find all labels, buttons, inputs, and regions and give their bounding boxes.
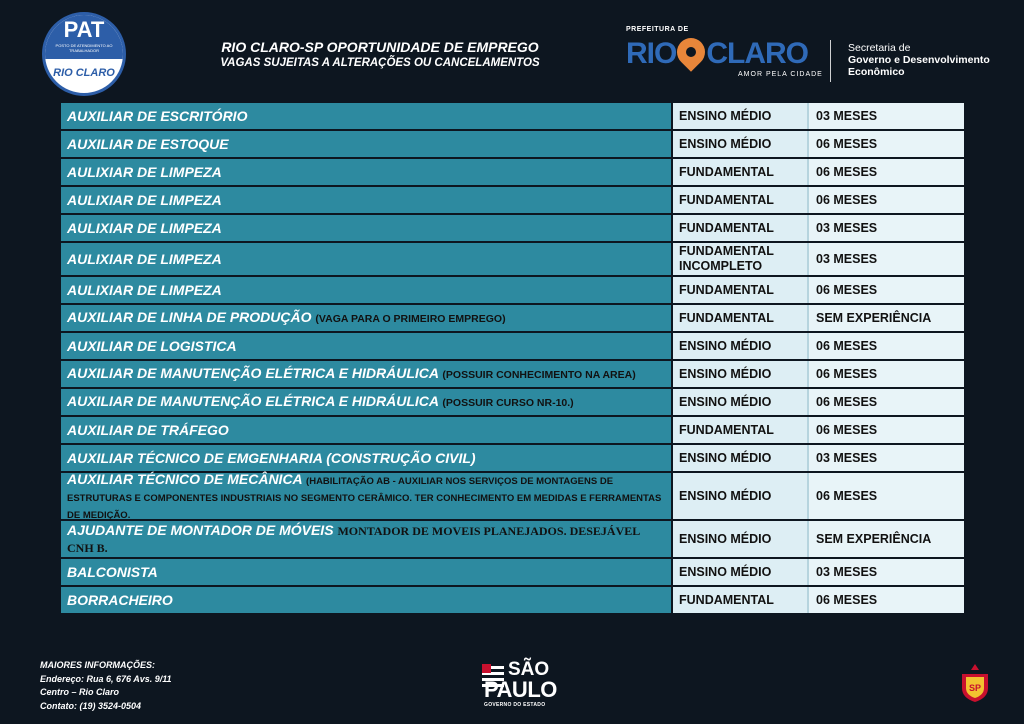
job-title-cell (61, 277, 673, 303)
experience-cell: 06 MESES (809, 417, 964, 443)
prefeitura-label: PREFEITURA DE (626, 26, 689, 33)
education-cell: ENSINO MÉDIO (673, 445, 809, 471)
job-title-cell (61, 470, 673, 521)
rio-claro-logo (626, 26, 826, 86)
job-title (67, 393, 574, 411)
experience-cell: 06 MESES (809, 187, 964, 213)
table-row (61, 333, 964, 361)
education-cell: FUNDAMENTAL (673, 587, 809, 613)
contact-phone: Contato: (19) 3524-0504 (40, 700, 142, 711)
experience-cell: 03 MESES (809, 103, 964, 129)
job-title: BORRACHEIRO (67, 592, 173, 608)
job-title-text: AUXILIAR DE MANUTENÇÃO ELÉTRICA E HIDRÁULICA (67, 365, 439, 381)
page-title: RIO CLARO-SP OPORTUNIDADE DE EMPREGO (221, 39, 539, 55)
education-cell: ENSINO MÉDIO (673, 131, 809, 157)
job-title (67, 522, 665, 556)
job-title (67, 471, 665, 522)
job-title (67, 309, 506, 327)
education-cell: FUNDAMENTAL (673, 187, 809, 213)
coat-text: SP (968, 683, 982, 693)
job-title: AULIXIAR DE LIMPEZA (67, 220, 222, 236)
experience-cell: SEM EXPERIÊNCIA (809, 521, 964, 557)
contact-heading: MAIORES INFORMAÇÕES: (40, 660, 156, 670)
job-note: (POSSUIR CURSO NR-10.) (442, 397, 574, 409)
contact-location: Centro – Rio Claro (40, 687, 120, 697)
table-row (61, 103, 964, 131)
sp-logo-line3: GOVERNO DO ESTADO (484, 702, 546, 708)
job-title: AUXILIAR DE TRÁFEGO (67, 422, 229, 438)
table-row (61, 243, 964, 277)
job-title: AULIXIAR DE LIMPEZA (67, 164, 222, 180)
job-title-text: AUXILIAR TÉCNICO DE MECÂNICA (67, 470, 303, 487)
job-title: AULIXIAR DE LIMPEZA (67, 192, 222, 208)
job-title-cell (61, 243, 673, 275)
job-title: AUXILIAR DE ESTOQUE (67, 136, 229, 152)
table-row (61, 361, 964, 389)
rio-claro-wordmark (626, 36, 808, 72)
job-title-cell (61, 131, 673, 157)
job-title: BALCONISTA (67, 564, 158, 580)
table-row (61, 131, 964, 159)
coat-of-arms-icon (956, 662, 994, 704)
pat-logo (42, 12, 126, 96)
rio-word: RIO (626, 37, 677, 70)
education-cell: FUNDAMENTAL (673, 215, 809, 241)
city-slogan: AMOR PELA CIDADE (738, 71, 823, 78)
table-row (61, 389, 964, 417)
experience-cell: 06 MESES (809, 361, 964, 387)
job-title-cell (61, 159, 673, 185)
education-cell: ENSINO MÉDIO (673, 473, 809, 519)
contact-info (40, 659, 172, 713)
claro-word: CLARO (706, 37, 808, 70)
pat-logo-subtitle: POSTO DE ATENDIMENTO AO TRABALHADOR (55, 43, 113, 53)
job-title-cell (61, 305, 673, 331)
job-title-text: AUXILIAR DE LINHA DE PRODUÇÃO (67, 309, 312, 325)
pat-logo-title: PAT (63, 17, 105, 42)
education-cell: FUNDAMENTAL INCOMPLETO (673, 243, 809, 275)
table-row (61, 470, 964, 521)
education-cell: FUNDAMENTAL (673, 277, 809, 303)
job-title-text: AUXILIAR DE MANUTENÇÃO ELÉTRICA E HIDRÁULICA (67, 393, 439, 409)
job-title: AUXILIAR DE LOGISTICA (67, 338, 237, 354)
job-title: AULIXIAR DE LIMPEZA (67, 282, 222, 298)
experience-cell: 06 MESES (809, 159, 964, 185)
job-title-cell (61, 521, 673, 557)
table-row (61, 277, 964, 305)
education-cell: FUNDAMENTAL (673, 417, 809, 443)
experience-cell: 06 MESES (809, 389, 964, 415)
table-row (61, 417, 964, 445)
job-title-cell (61, 559, 673, 585)
experience-cell: 03 MESES (809, 215, 964, 241)
education-cell: ENSINO MÉDIO (673, 333, 809, 359)
sp-logo-line2: PAULO (484, 677, 557, 702)
job-title-text: AJUDANTE DE MONTADOR DE MÓVEIS (67, 522, 334, 538)
logo-divider (830, 40, 831, 82)
table-row (61, 559, 964, 587)
experience-cell: 06 MESES (809, 587, 964, 613)
table-row (61, 159, 964, 187)
job-title-cell (61, 445, 673, 471)
job-note: (VAGA PARA O PRIMEIRO EMPREGO) (315, 313, 506, 325)
table-row (61, 305, 964, 333)
pat-logo-city: RIO CLARO (53, 67, 115, 79)
contact-address: Endereço: Rua 6, 676 Avs. 9/11 (40, 673, 172, 684)
sao-paulo-logo (478, 660, 558, 710)
education-cell: FUNDAMENTAL (673, 305, 809, 331)
education-cell: ENSINO MÉDIO (673, 361, 809, 387)
experience-cell: SEM EXPERIÊNCIA (809, 305, 964, 331)
education-cell: ENSINO MÉDIO (673, 103, 809, 129)
experience-cell: 06 MESES (809, 131, 964, 157)
experience-cell: 03 MESES (809, 243, 964, 275)
table-row (61, 215, 964, 243)
job-title-cell (61, 187, 673, 213)
table-row (61, 521, 964, 559)
secretaria-label (848, 42, 990, 78)
job-title-cell (61, 389, 673, 415)
experience-cell: 03 MESES (809, 445, 964, 471)
table-row (61, 587, 964, 615)
secretaria-line1: Secretaria de (848, 42, 911, 54)
header (0, 0, 1024, 100)
job-table (61, 103, 964, 615)
experience-cell: 03 MESES (809, 559, 964, 585)
job-title-cell (61, 215, 673, 241)
secretaria-line3: Econômico (848, 66, 905, 78)
job-title: AUXILIAR TÉCNICO DE EMGENHARIA (CONSTRUÇÃO CIVIL) (67, 450, 476, 466)
job-title-cell (61, 417, 673, 443)
page-title-block (160, 38, 600, 71)
job-title-cell (61, 361, 673, 387)
experience-cell: 06 MESES (809, 277, 964, 303)
job-title (67, 365, 636, 383)
page-subtitle: VAGAS SUJEITAS A ALTERAÇÕES OU CANCELAMENTOS (220, 57, 540, 69)
table-row (61, 445, 964, 473)
education-cell: FUNDAMENTAL (673, 159, 809, 185)
experience-cell: 06 MESES (809, 473, 964, 519)
job-note: (POSSUIR CONHECIMENTO NA AREA) (442, 369, 636, 381)
job-title-cell (61, 587, 673, 613)
job-title: AULIXIAR DE LIMPEZA (67, 251, 222, 267)
job-title-cell (61, 333, 673, 359)
job-note: (HABILITAÇÃO AB - AUXILIAR NOS SERVIÇOS DE MONTAGENS DE ESTRUTURAS E COMPONENTES INDUSTRIAIS NO SEGMENTO CERÂMICO. TER CONHECIMENTO EM MEDIDAS E FERRAMENTAS DE MEDIÇÃO. (67, 475, 662, 521)
sp-logo-line1: SÃO (508, 659, 550, 680)
job-note: MONTADOR DE MOVEIS PLANEJADOS. DESEJÁVEL CNH B. (67, 524, 640, 555)
education-cell: ENSINO MÉDIO (673, 521, 809, 557)
table-row (61, 187, 964, 215)
job-title: AUXILIAR DE ESCRITÓRIO (67, 108, 248, 124)
job-title-cell (61, 103, 673, 129)
experience-cell: 06 MESES (809, 333, 964, 359)
education-cell: ENSINO MÉDIO (673, 389, 809, 415)
secretaria-line2: Governo e Desenvolvimento (848, 54, 990, 66)
education-cell: ENSINO MÉDIO (673, 559, 809, 585)
